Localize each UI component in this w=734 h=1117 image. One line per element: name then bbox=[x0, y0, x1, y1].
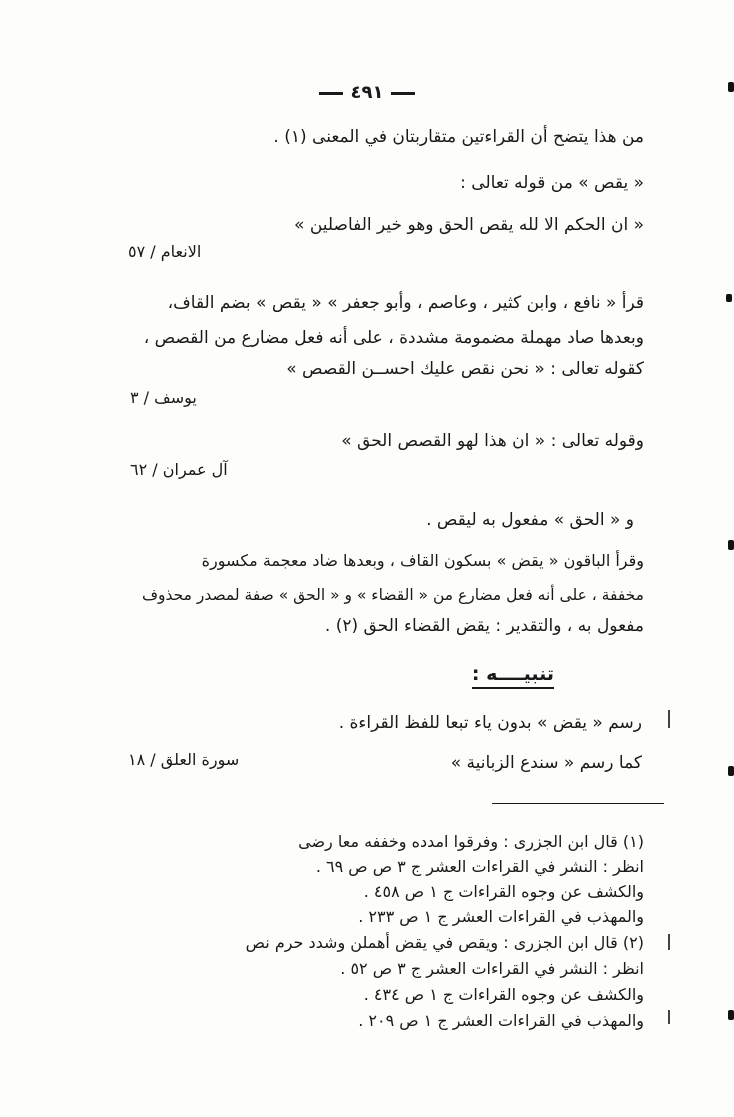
footnote-separator bbox=[492, 803, 664, 804]
reference-alaq: سورة العلق / ١٨ bbox=[128, 750, 240, 769]
reference-al-imran: آل عمران / ٦٢ bbox=[130, 460, 228, 479]
margin-mark bbox=[668, 710, 670, 728]
body-line-4: قرأ « نافع ، وابن كثير ، وعاصم ، وأبو جعفر » « يقص » بضم القاف، bbox=[167, 293, 644, 313]
heading-underline bbox=[472, 687, 554, 689]
body-line-1: من هذا يتضح أن القراءتين متقاربتان في المعنى (١) . bbox=[273, 127, 644, 147]
footnote-line: (١) قال ابن الجزرى : وفرقوا امدده وخففه معا رضى bbox=[298, 832, 644, 851]
body-line-10: مخففة ، على أنه فعل مضارع من « القضاء » و « الحق » صفة لمصدر محذوف bbox=[141, 586, 644, 604]
body-line-8: و « الحق » مفعول به ليقص . bbox=[426, 510, 634, 530]
footnote-line: والكشف عن وجوه القراءات ج ١ ص ٤٥٨ . bbox=[363, 882, 644, 901]
body-line-9: وقرأ الباقون « يقض » بسكون القاف ، وبعدها ضاد معجمة مكسورة bbox=[201, 551, 644, 570]
body-line-11: مفعول به ، والتقدير : يقض القضاء الحق (٢) . bbox=[324, 616, 644, 636]
footnote-line: انظر : النشر في القراءات العشر ج ٣ ص ٥٢ . bbox=[340, 959, 644, 978]
scan-edge-mark bbox=[726, 294, 732, 302]
margin-mark bbox=[668, 1010, 670, 1024]
scan-edge-mark bbox=[728, 540, 734, 550]
reference-yusuf: يوسف / ٣ bbox=[130, 388, 197, 407]
page-number bbox=[0, 82, 734, 103]
footnote-line: والمهذب في القراءات العشر ج ١ ص ٢٠٩ . bbox=[358, 1011, 644, 1030]
body-line-6: كقوله تعالى : « نحن نقص عليك احســن القصص » bbox=[286, 359, 644, 379]
scan-edge-mark bbox=[728, 766, 734, 776]
scan-edge-mark bbox=[728, 1010, 734, 1020]
body-line-12: رسم « يقض » بدون ياء تبعا للفظ القراءة . bbox=[338, 713, 642, 733]
page-number-text: ٤٩١ bbox=[350, 82, 384, 103]
scan-edge-mark bbox=[728, 82, 734, 92]
page-number-dash-left bbox=[319, 92, 343, 95]
body-line-13: كما رسم « سندع الزبانية » bbox=[450, 753, 642, 773]
page-number-dash-right bbox=[391, 92, 415, 95]
footnote-line: انظر : النشر في القراءات العشر ج ٣ ص ص ٦٩ . bbox=[315, 857, 644, 876]
margin-mark bbox=[668, 934, 670, 950]
body-line-2: « يقص » من قوله تعالى : bbox=[460, 173, 644, 193]
body-line-3: « ان الحكم الا لله يقص الحق وهو خير الفاصلين » bbox=[294, 215, 644, 235]
body-line-5: وبعدها صاد مهملة مضمومة مشددة ، على أنه فعل مضارع من القصص ، bbox=[143, 328, 644, 348]
reference-anam: الانعام / ٥٧ bbox=[128, 242, 202, 261]
section-heading bbox=[472, 663, 554, 685]
body-line-7: وقوله تعالى : « ان هذا لهو القصص الحق » bbox=[341, 431, 644, 451]
footnote-line: والمهذب في القراءات العشر ج ١ ص ٢٣٣ . bbox=[358, 907, 644, 926]
footnote-line: والكشف عن وجوه القراءات ج ١ ص ٤٣٤ . bbox=[363, 985, 644, 1004]
footnote-line: (٢) قال ابن الجزرى : ويقص في يقض أهملن وشدد حرم نص bbox=[245, 933, 644, 952]
section-heading-text: تنبيــــه : bbox=[471, 663, 554, 685]
